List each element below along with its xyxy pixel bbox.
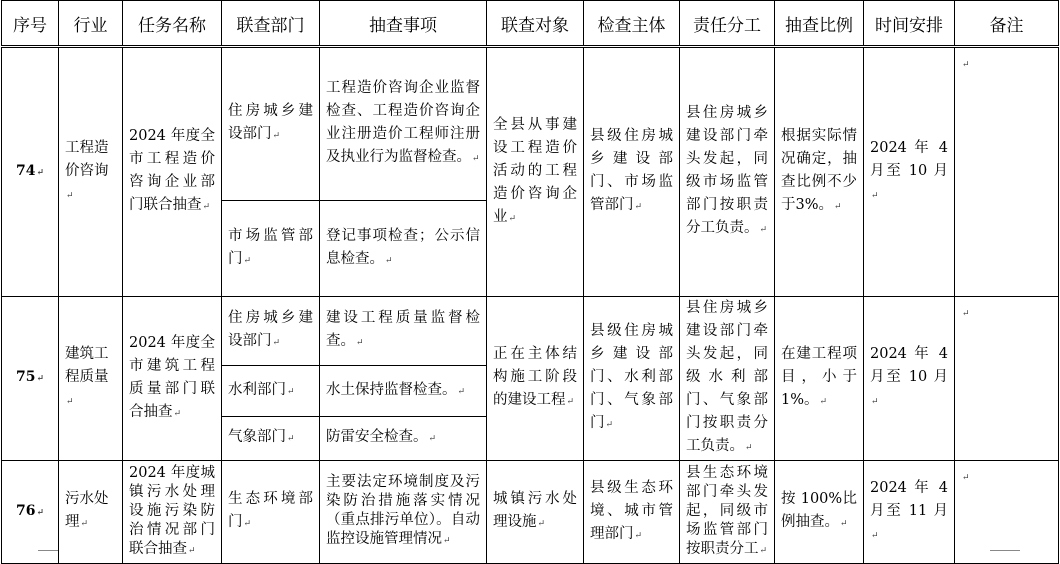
target-cell: 全县从事建设工程造价活动的工程造价咨询企业↵ (487, 47, 584, 297)
item-cell: 主要法定环境制度及污染防治措施落实情况（重点排污单位）。自动监控设施管理情况↵ (320, 461, 487, 564)
subject-cell: 县级生态环境、城市管理部门↵ (584, 461, 680, 564)
table-row (2, 47, 1059, 201)
schedule-cell: 2024 年 4 月至 11 月↵ (864, 461, 955, 564)
dept-cell: 气象部门↵ (222, 416, 320, 460)
industry-cell: 建筑工程质量↵ (59, 297, 123, 461)
subject-cell: 县级住房城乡建设部门、市场监管部门↵ (584, 47, 680, 297)
dept-cell: 生态环境部门↵ (222, 461, 320, 564)
header-row (2, 1, 1059, 47)
header-schedule: 时间安排 (864, 1, 955, 47)
dept-cell: 水利部门↵ (222, 366, 320, 417)
task-cell: 2024 年度全市工程造价咨询企业部门联合抽查↵ (123, 47, 222, 297)
schedule-cell: 2024 年 4 月至 10 月↵ (864, 297, 955, 461)
header-subject: 检查主体 (584, 1, 680, 47)
header-item: 抽查事项 (320, 1, 487, 47)
target-cell: 正在主体结构施工阶段的建设工程↵ (487, 297, 584, 461)
industry-cell: 污水处理↵ (59, 461, 123, 564)
row-number: 74↵ (2, 47, 59, 297)
item-cell: 水土保持监督检查。↵ (320, 366, 487, 417)
duty-cell: 县住房城乡建设部门牵头发起，同级市场监管部门按职责分工负责。↵ (680, 47, 775, 297)
duty-cell: 县生态环境部门牵头发起，同级市场监管部门按职责分工↵ (680, 461, 775, 564)
header-industry: 行业 (59, 1, 123, 47)
note-cell: ↵ (955, 461, 1059, 564)
header-note: 备注 (955, 1, 1059, 47)
item-cell: 登记事项检查；公示信息检查。↵ (320, 201, 487, 297)
schedule-cell: 2024 年 4 月至 10 月↵ (864, 47, 955, 297)
header-ratio: 抽查比例 (775, 1, 864, 47)
ratio-cell: 根据实际情况确定，抽查比例不少于3%。↵ (775, 47, 864, 297)
inspection-table (1, 0, 1059, 564)
header-dept: 联查部门 (222, 1, 320, 47)
ratio-cell: 在建工程项目，小于1%。↵ (775, 297, 864, 461)
header-task: 任务名称 (123, 1, 222, 47)
subject-cell: 县级住房城乡建设部门、水利部门、气象部门↵ (584, 297, 680, 461)
task-cell: 2024 年度城镇污水处理设施污染防治情况部门联合抽查↵ (123, 461, 222, 564)
duty-cell: 县住房城乡建设部门牵头发起，同级水利部门、气象部门按职责分工负责。↵ (680, 297, 775, 461)
note-cell: ↵ (955, 297, 1059, 461)
dept-cell: 住房城乡建设部门↵ (222, 297, 320, 366)
header-target: 联查对象 (487, 1, 584, 47)
target-cell: 城镇污水处理设施↵ (487, 461, 584, 564)
row-number: 75↵ (2, 297, 59, 461)
page-edge-marks (0, 549, 1060, 555)
note-cell: ↵ (955, 47, 1059, 297)
header-duty: 责任分工 (680, 1, 775, 47)
row-number: 76↵ (2, 461, 59, 564)
industry-cell: 工程造价咨询↵ (59, 47, 123, 297)
item-cell: 防雷安全检查。↵ (320, 416, 487, 460)
item-cell: 建设工程质量监督检查。↵ (320, 297, 487, 366)
dept-cell: 市场监管部门↵ (222, 201, 320, 297)
ratio-cell: 按 100%比例抽查。↵ (775, 461, 864, 564)
dept-cell: 住房城乡建设部门↵ (222, 47, 320, 201)
header-num: 序号 (2, 1, 59, 47)
item-cell: 工程造价咨询企业监督检查、工程造价咨询企业注册造价工程师注册及执业行为监督检查。↵ (320, 47, 487, 201)
table-row (2, 297, 1059, 366)
task-cell: 2024 年度全市建筑工程质量部门联合抽查↵ (123, 297, 222, 461)
